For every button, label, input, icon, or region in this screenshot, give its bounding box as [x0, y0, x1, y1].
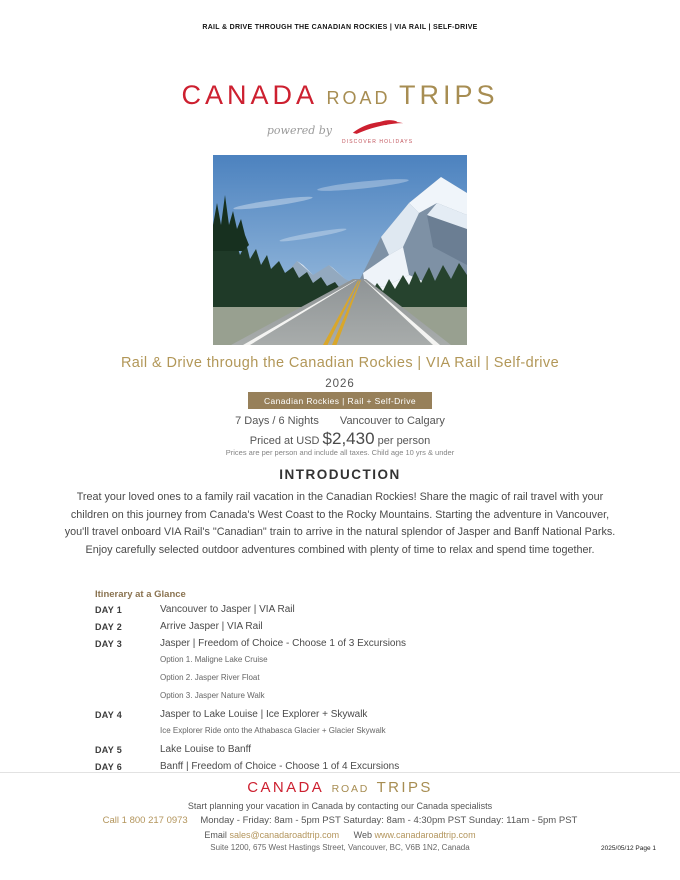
footer-brand-logo	[0, 779, 680, 797]
itinerary-row	[95, 621, 575, 633]
price-amount: $2,430	[322, 429, 375, 448]
day-description: Jasper to Lake Louise | Ice Explorer + Skywalk	[160, 709, 368, 720]
page-footer	[0, 772, 680, 852]
itinerary-row	[95, 709, 575, 721]
discover-holidays-label: DISCOVER HOLIDAYS	[342, 139, 414, 145]
email-label: Email	[204, 830, 227, 840]
itinerary-heading: Itinerary at a Glance	[95, 589, 186, 600]
option-description: Option 2. Jasper River Float	[160, 673, 260, 682]
itinerary-option-row	[95, 655, 575, 665]
day-description: Jasper | Freedom of Choice - Choose 1 of 3 Excursions	[160, 638, 407, 649]
web-label: Web	[353, 830, 372, 840]
day-description: Banff | Freedom of Choice - Choose 1 of 4 Excursions	[160, 761, 400, 772]
price-line	[0, 429, 680, 449]
trip-year: 2026	[325, 378, 355, 390]
day-label: DAY 2	[95, 622, 123, 632]
footer-call-line	[0, 815, 680, 826]
footer-tagline: Start planning your vacation in Canada by contacting our Canada specialists	[187, 801, 493, 811]
option-description: Option 1. Maligne Lake Cruise	[160, 655, 268, 664]
logo-word-trips: TRIPS	[398, 80, 499, 110]
trip-title: Rail & Drive through the Canadian Rockies | VIA Rail | Self-drive	[120, 355, 560, 371]
itinerary-table	[95, 604, 575, 778]
powered-by-label: powered by	[266, 124, 333, 137]
itinerary-row	[95, 744, 575, 756]
day-description: Lake Louise to Banff	[160, 744, 251, 755]
date-page-stamp: 2025/05/12 Page 1	[601, 845, 656, 852]
day-label: DAY 5	[95, 745, 123, 755]
logo-word-road: ROAD	[326, 88, 391, 108]
itinerary-row	[95, 638, 575, 650]
price-note: Prices are per person and include all taxes. Child age 10 yrs & under	[225, 448, 455, 457]
swoosh-icon	[347, 118, 409, 138]
itinerary-option-row	[95, 673, 575, 683]
discover-holidays-logo	[342, 118, 413, 145]
trip-category-badge: Canadian Rockies | Rail + Self-Drive	[248, 392, 432, 409]
price-prefix: Priced at USD	[249, 435, 320, 447]
web-link[interactable]: www.canadaroadtrip.com	[374, 830, 476, 840]
footer-logo-word-trips: TRIPS	[376, 779, 433, 796]
office-hours: Monday - Friday: 8am - 5pm PST Saturday: 8am - 4:30pm PST Sunday: 11am - 5pm PST	[200, 815, 578, 826]
email-link[interactable]: sales@canadaroadtrip.com	[229, 830, 340, 840]
trip-duration: 7 Days / 6 Nights	[235, 415, 319, 427]
itinerary-row	[95, 604, 575, 616]
day-label: DAY 6	[95, 762, 123, 772]
itinerary-option-row	[95, 726, 575, 736]
day-description: Vancouver to Jasper | VIA Rail	[160, 604, 295, 615]
trip-route: Vancouver to Calgary	[339, 415, 445, 427]
powered-by-row	[0, 118, 680, 145]
footer-logo-word-canada: CANADA	[247, 779, 325, 796]
trip-badge-row	[0, 391, 680, 409]
day-label: DAY 4	[95, 710, 123, 720]
phone-link[interactable]: Call 1 800 217 0973	[102, 815, 188, 826]
footer-logo-word-road: ROAD	[331, 783, 370, 795]
logo-word-canada: CANADA	[181, 80, 319, 110]
day-label: DAY 3	[95, 639, 123, 649]
footer-contact-line	[0, 830, 680, 840]
introduction-heading: INTRODUCTION	[279, 467, 401, 482]
hero-photo	[213, 155, 467, 345]
mountain-road-photo-illustration	[213, 155, 467, 345]
introduction-paragraph: Treat your loved ones to a family rail vacation in the Canadian Rockies! Share the magic of rail travel with your children on this journey from Canada's West Coast to the Rocky Mountains. Starting the adventure in Vancouver, you'll travel onboard VIA Rail's "Canadian" train to arrive in the natural splendor of Jasper and Banff National Parks. Enjoy carefully selected outdoor adventures combined with plenty of time to relax and spend time together.	[64, 491, 616, 556]
day-description: Arrive Jasper | VIA Rail	[160, 621, 263, 632]
footer-address: Suite 1200, 675 West Hastings Street, Vancouver, BC, V6B 1N2, Canada	[210, 843, 470, 852]
duration-route-line	[0, 415, 680, 427]
day-label: DAY 1	[95, 605, 123, 615]
brand-logo	[0, 80, 680, 111]
itinerary-option-row	[95, 691, 575, 701]
option-description: Option 3. Jasper Nature Walk	[160, 691, 265, 700]
price-suffix: per person	[377, 435, 431, 447]
option-description: Ice Explorer Ride onto the Athabasca Glacier + Glacier Skywalk	[160, 726, 386, 735]
document-header-title: RAIL & DRIVE THROUGH THE CANADIAN ROCKIES | VIA RAIL | SELF-DRIVE	[202, 24, 478, 31]
